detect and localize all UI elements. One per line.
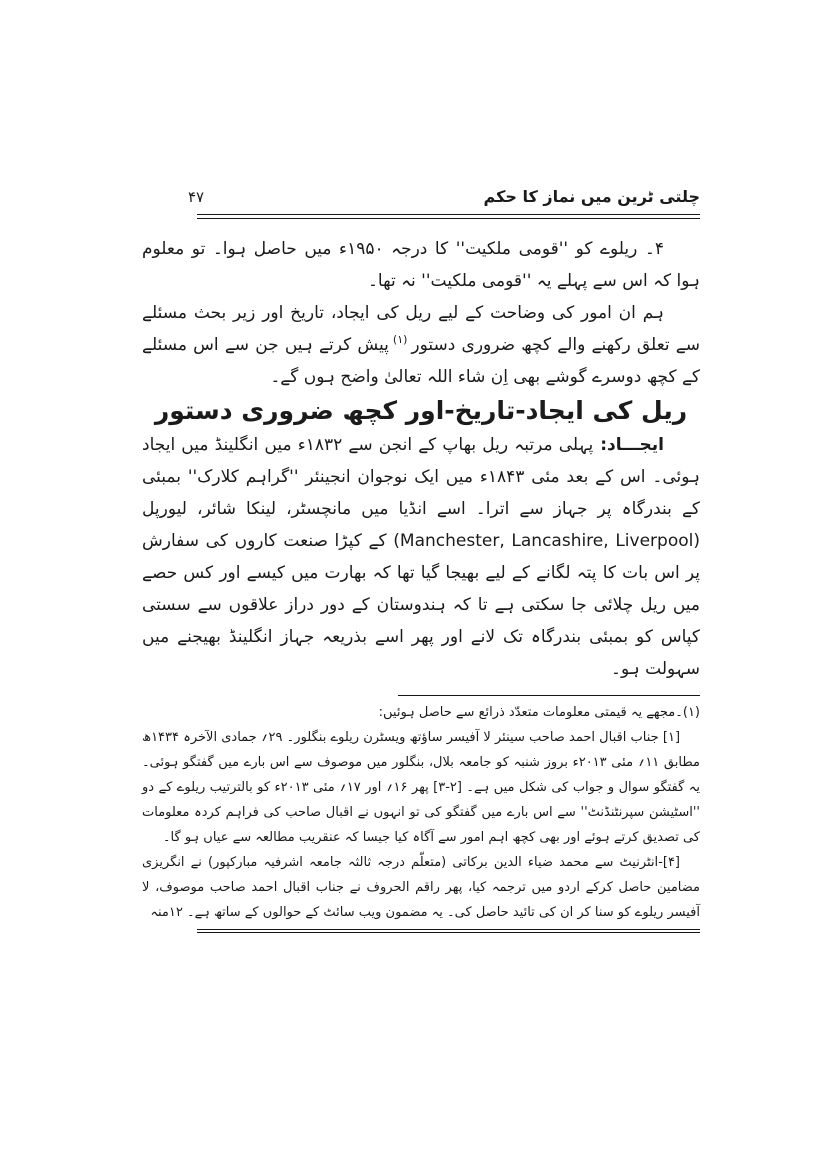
- running-title: چلتی ٹرین میں نماز کا حکم: [483, 187, 700, 206]
- footnotes: [142, 700, 700, 925]
- page-number: ۴۷: [188, 188, 205, 206]
- paragraph-intro-customs-continuation: پیش کرتے ہیں جن سے اس مسئلے کے کچھ دوسرے گوشے بھی اِن شاء اللہ تعالیٰ واضح ہوں گے۔: [142, 334, 700, 387]
- footnote-separator-rule: [398, 695, 700, 696]
- paragraph-invention-text: پہلی مرتبہ ریل بھاپ کے انجن سے ۱۸۳۲ء میں انگلینڈ میں ایجاد ہوئی۔ اس کے بعد مئی ۱۸۴۳ء میں ایک نوجوان انجینئر ''گراہم کلارک'' بمبئی کے بندرگاہ پر جہاز سے اترا۔ اسے انڈیا میں مانچسٹر، لینکا شائر، لیورپل (Manchester, Lancashire, Liverpool) کے کپڑا صنعت کاروں کی سفارش پر اس بات کا پتہ لگانے کے لیے بھیجا گیا تھا کہ بھارت میں کیسے اور کس حصے میں ریل چلائی جا سکتی ہے تا کہ ہندوستان کے دور دراز علاقوں سے سستی کپاس کو بمبئی بندرگاہ تک لانے اور پھر اسے بذریعہ جہاز انگلینڈ بھیجنے میں سہولت ہو۔: [142, 434, 700, 679]
- footnote-intro: (۱)۔مجھے یہ قیمتی معلومات متعدّد ذرائع سے حاصل ہوئیں:: [378, 704, 700, 720]
- text-column: [142, 186, 700, 933]
- paragraph-invention: [142, 429, 700, 685]
- header-rule: [197, 214, 700, 219]
- page-header: [142, 186, 700, 214]
- footnote-note-4: [۴]-انٹرنیٹ سے محمد ضیاء الدین برکاتی (متعلّم درجہ ثالثہ جامعہ اشرفیہ مبارکپور) نے انگریزی مضامین حاصل کرکے اردو میں ترجمہ کیا، پھر راقم الحروف نے جناب اقبال احمد صاحب موصوف، لا آفیسر ریلوے کو سنا کر ان کی تائید حاصل کی۔ یہ مضمون ویب سائٹ کے حوالوں کے ساتھ ہے۔ ۱۲منہ: [142, 854, 700, 920]
- section-heading: ریل کی ایجاد-تاریخ-اور کچھ ضروری دستور: [154, 395, 688, 425]
- paragraph-intro-customs: [142, 297, 700, 393]
- paragraph-railway-ownership: ۴۔ ریلوے کو ''قومی ملکیت'' کا درجہ ۱۹۵۰ء میں حاصل ہوا۔ تو معلوم ہوا کہ اس سے پہلے یہ ''قومی ملکیت'' نہ تھا۔: [142, 238, 700, 291]
- invention-lead-label: ایجـــاد:: [600, 434, 664, 455]
- main-text: [142, 233, 700, 685]
- paragraph-intro-customs-text: ہم ان امور کی وضاحت کے لیے ریل کی ایجاد، تاریخ اور زیر بحث مسئلے سے تعلق رکھنے والے کچھ ضروری دستور: [142, 302, 700, 355]
- footnote-note-1: [۱] جناب اقبال احمد صاحب سینئر لا آفیسر ساؤتھ ویسٹرن ریلوے بنگلور۔ ۲۹؍ جمادی الآخرہ ۱۴۳۴ھ مطابق ۱۱؍ مئی ۲۰۱۳ء بروز شنبہ کو جامعہ بلال، بنگلور میں موصوف سے اس بارے میں گفتگو ہوئی۔ یہ گفتگو سوال و جواب کی شکل میں ہے۔ [۲-۳] پھر ۱۶؍ اور ۱۷؍ مئی ۲۰۱۳ء کو بالترتیب ریلوے کے دو ''اسٹیشن سپرنٹنڈنٹ'' سے اس بارے میں گفتگو کی تو انہوں نے اقبال صاحب کی فراہم کردہ معلومات کی تصدیق کرتے ہوئے اور بھی کچھ اہم امور سے آگاہ کیا جیسا کہ عنقریب مطالعہ سے عیاں ہو گا۔: [142, 729, 700, 845]
- footnote-reference-1: (۱): [392, 332, 408, 346]
- bottom-rule: [197, 929, 700, 934]
